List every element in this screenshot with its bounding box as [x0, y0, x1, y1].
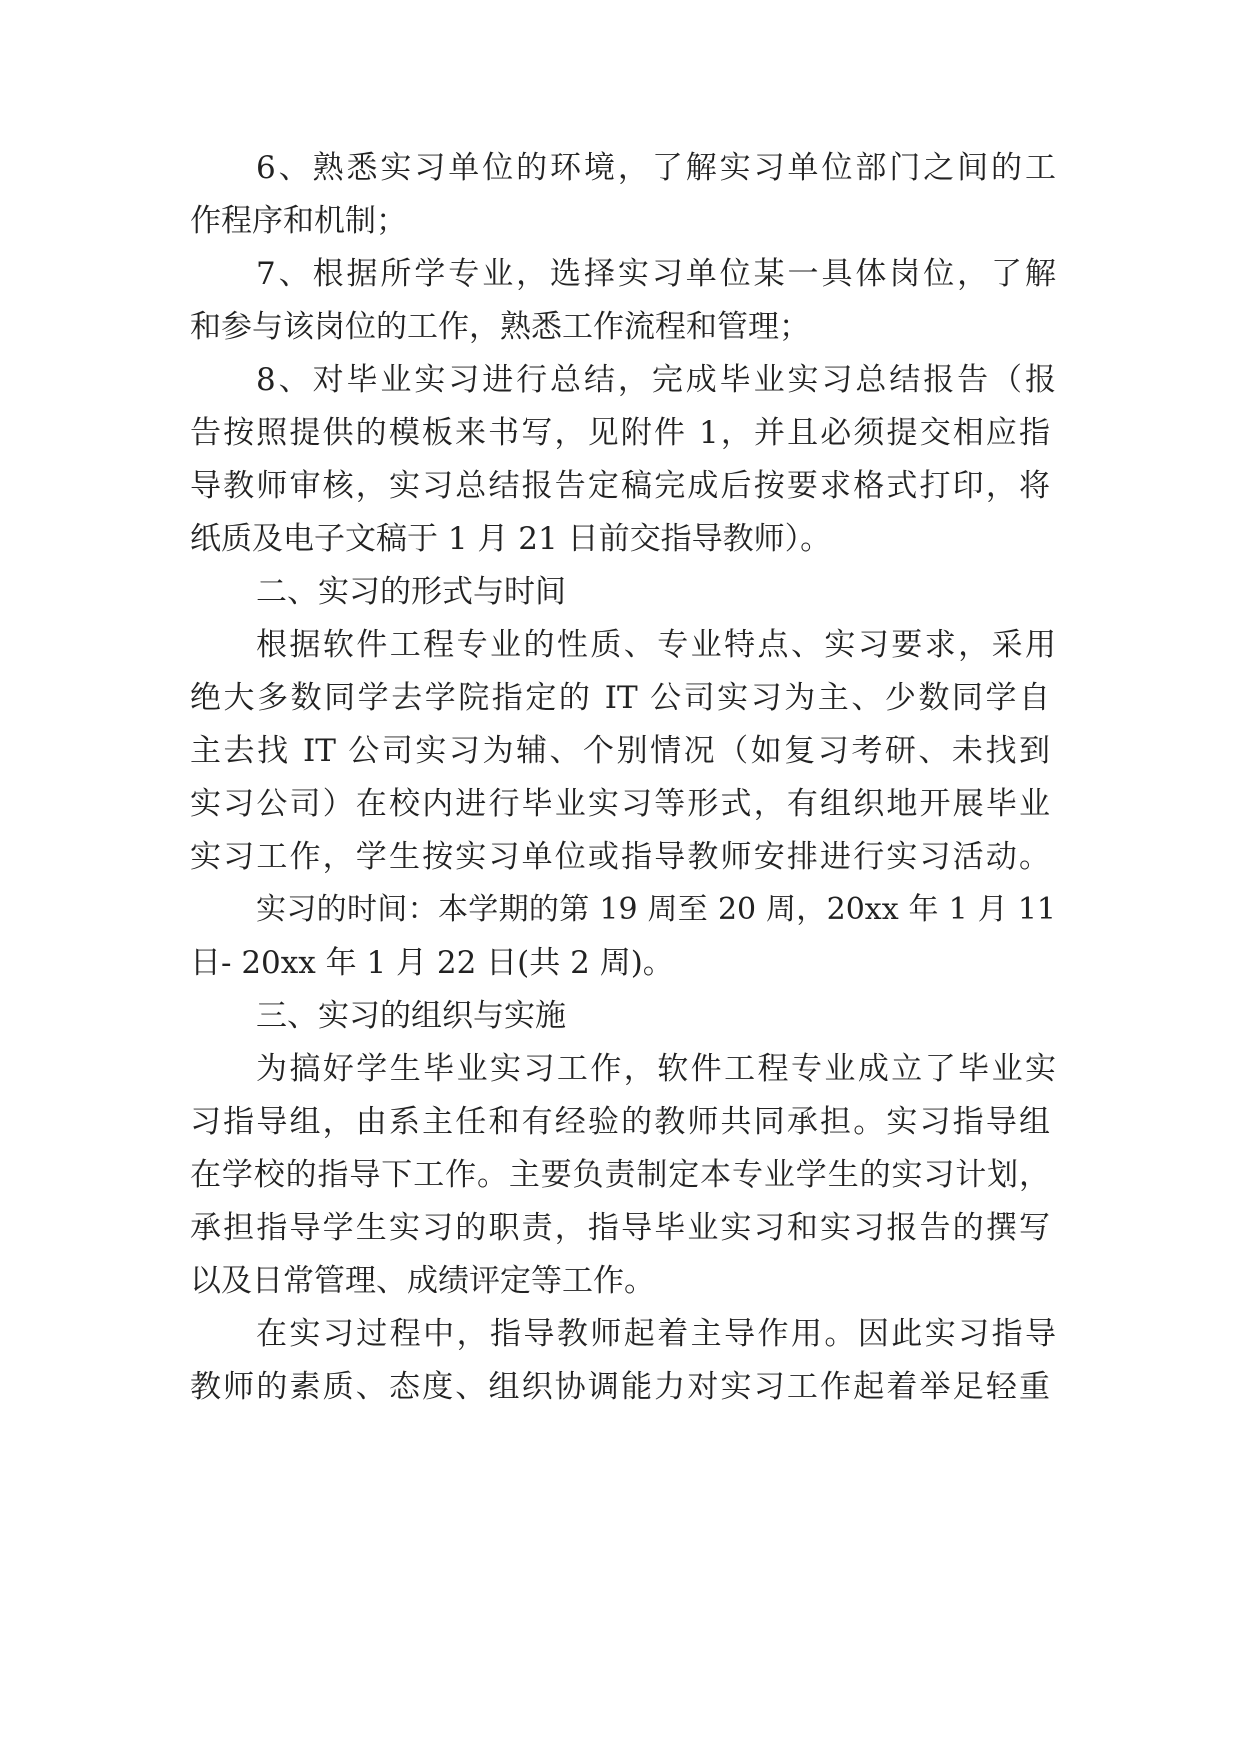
body-line: 实习工作，学生按实习单位或指导教师安排进行实习活动。: [190, 839, 1050, 875]
body-line: 告按照提供的模板来书写，见附件 1，并且必须提交相应指: [190, 415, 1050, 451]
body-line: 7、根据所学专业，选择实习单位某一具体岗位，了解: [256, 256, 1056, 292]
body-line: 主去找 IT 公司实习为辅、个别情况（如复习考研、未找到: [190, 733, 1050, 769]
body-line: 实习的时间：本学期的第 19 周至 20 周，20xx 年 1 月 11: [256, 892, 1056, 927]
body-line: 教师的素质、态度、组织协调能力对实习工作起着举足轻重: [190, 1369, 1050, 1405]
body-line: 承担指导学生实习的职责，指导毕业实习和实习报告的撰写: [190, 1210, 1050, 1246]
body-line: 6、熟悉实习单位的环境，了解实习单位部门之间的工: [256, 150, 1056, 186]
body-line: 为搞好学生毕业实习工作，软件工程专业成立了毕业实: [256, 1051, 1056, 1087]
body-line: 日- 20xx 年 1 月 22 日(共 2 周)。: [190, 945, 674, 981]
body-line: 实习公司）在校内进行毕业实习等形式，有组织地开展毕业: [190, 786, 1050, 822]
body-line: 导教师审核，实习总结报告定稿完成后按要求格式打印，将: [190, 468, 1050, 504]
body-line: 绝大多数同学去学院指定的 IT 公司实习为主、少数同学自: [190, 680, 1050, 716]
section-heading: 三、实习的组织与实施: [256, 998, 566, 1034]
body-line: 和参与该岗位的工作，熟悉工作流程和管理；: [190, 309, 810, 345]
body-line: 8、对毕业实习进行总结，完成毕业实习总结报告（报: [256, 362, 1056, 398]
body-line: 以及日常管理、成绩评定等工作。: [190, 1263, 655, 1299]
body-line: 根据软件工程专业的性质、专业特点、实习要求，采用: [256, 627, 1056, 663]
body-line: 纸质及电子文稿于 1 月 21 日前交指导教师）。: [190, 521, 832, 557]
body-line: 在学校的指导下工作。主要负责制定本专业学生的实习计划，: [190, 1157, 1050, 1193]
body-line: 习指导组，由系主任和有经验的教师共同承担。实习指导组: [190, 1104, 1050, 1140]
section-heading: 二、实习的形式与时间: [256, 574, 566, 610]
body-line: 作程序和机制；: [190, 203, 407, 239]
body-line: 在实习过程中，指导教师起着主导作用。因此实习指导: [256, 1316, 1056, 1352]
